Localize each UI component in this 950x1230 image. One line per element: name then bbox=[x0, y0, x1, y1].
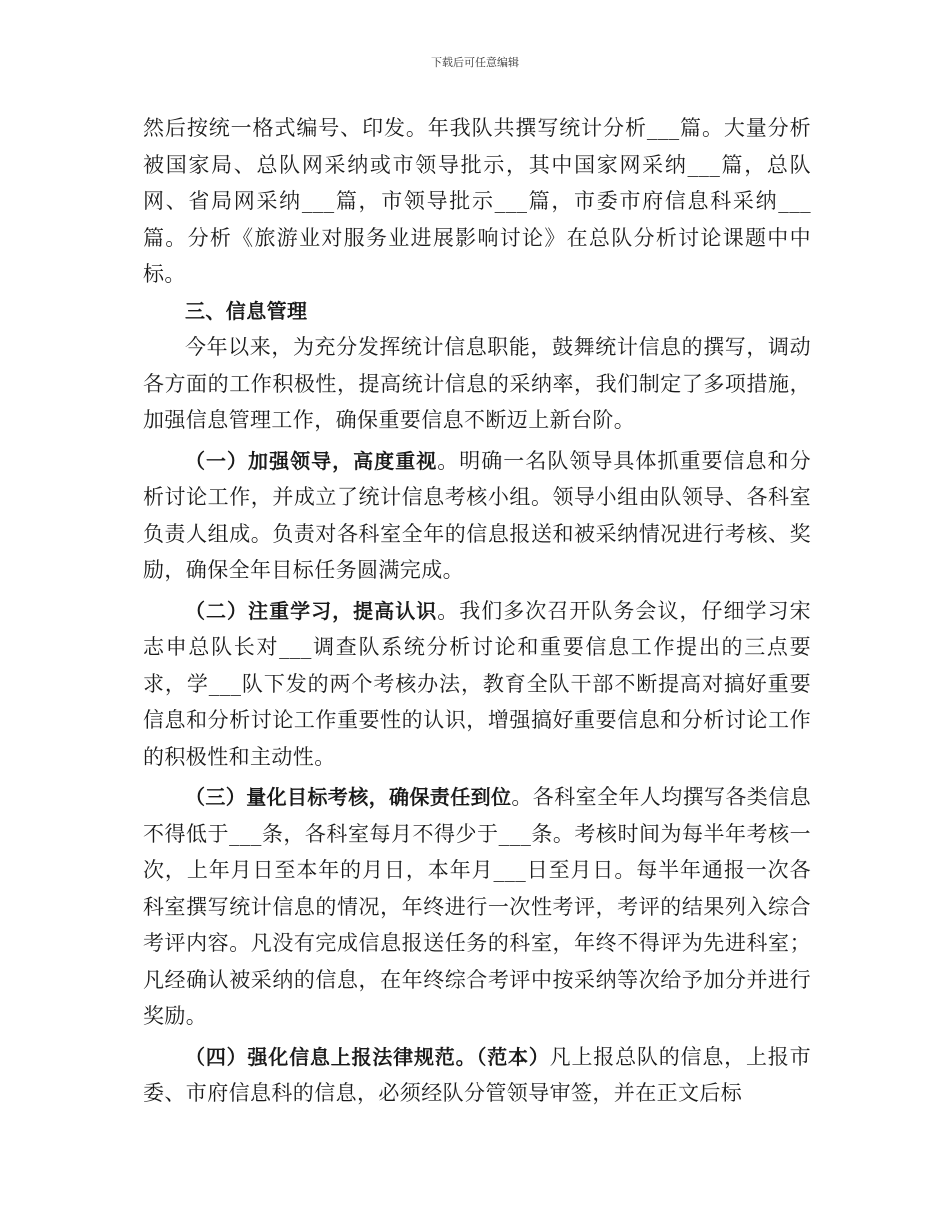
item-4-title: （四）强化信息上报法律规范。（范本） bbox=[185, 1044, 550, 1069]
paragraph-item-3 bbox=[143, 779, 811, 1035]
paragraph-item-4 bbox=[143, 1039, 811, 1112]
item-2-title: （二）注重学习，提高认识 bbox=[185, 598, 438, 623]
item-1-text: 。明确一名队领导具体抓重要信息和分析讨论工作，并成立了统计信息考核小组。领导小组由队领导、各科室负责人组成。负责对各科室全年的信息报送和被采纳情况进行考核、奖励，确保全年目标任务圆满完成。 bbox=[143, 448, 811, 582]
item-3-title: （三）量化目标考核，确保责任到位 bbox=[185, 785, 512, 809]
paragraph-item-1 bbox=[143, 443, 811, 589]
paragraph-intro: 今年以来，为充分发挥统计信息职能，鼓舞统计信息的撰写，调动各方面的工作积极性，提高统计信息的采纳率，我们制定了多项措施，加强信息管理工作，确保重要信息不断迈上新台阶。 bbox=[143, 335, 811, 432]
paragraph-item-2 bbox=[143, 593, 811, 776]
paragraph-analysis-summary: 然后按统一格式编号、印发。年我队共撰写统计分析___篇。大量分析被国家局、总队网采纳或市领导批示，其中国家网采纳___篇，总队网、省局网采纳___篇，市领导批示___篇，市委市府信息科采纳___篇。分析《旅游业对服务业进展影响讨论》在总队分析讨论课题中中标。 bbox=[143, 116, 811, 286]
document-body bbox=[143, 110, 811, 1112]
item-2-text: 。我们多次召开队务会议，仔细学习宋志申总队长对___调查队系统分析讨论和重要信息工作提出的三点要求，学___队下发的两个考核办法，教育全队干部不断提高对搞好重要信息和分析讨论工作重要性的认识，增强搞好重要信息和分析讨论工作的积极性和主动性。 bbox=[143, 598, 811, 769]
section-heading-info-management: 三、信息管理 bbox=[185, 298, 308, 323]
item-3-text: 。各科室全年人均撰写各类信息不得低于___条，各科室每月不得少于___条。考核时间为每半年考核一次，上年月日至本年的月日，本年月___日至月日。每半年通报一次各科室撰写统计信息的情况，年终进行一次性考评，考评的结果列入综合考评内容。凡没有完成信息报送任务的科室，年终不得评为先进科室；凡经确认被采纳的信息，在年终综合考评中按采纳等次给予加分并进行奖励。 bbox=[143, 785, 812, 1028]
page-header: 下载后可任意编辑 bbox=[431, 56, 519, 69]
item-4-text: 凡上报总队的信息，上报市委、市府信息科的信息，必须经队分管领导审签，并在正文后标 bbox=[143, 1044, 811, 1105]
item-1-title: （一）加强领导，高度重视 bbox=[185, 448, 438, 473]
